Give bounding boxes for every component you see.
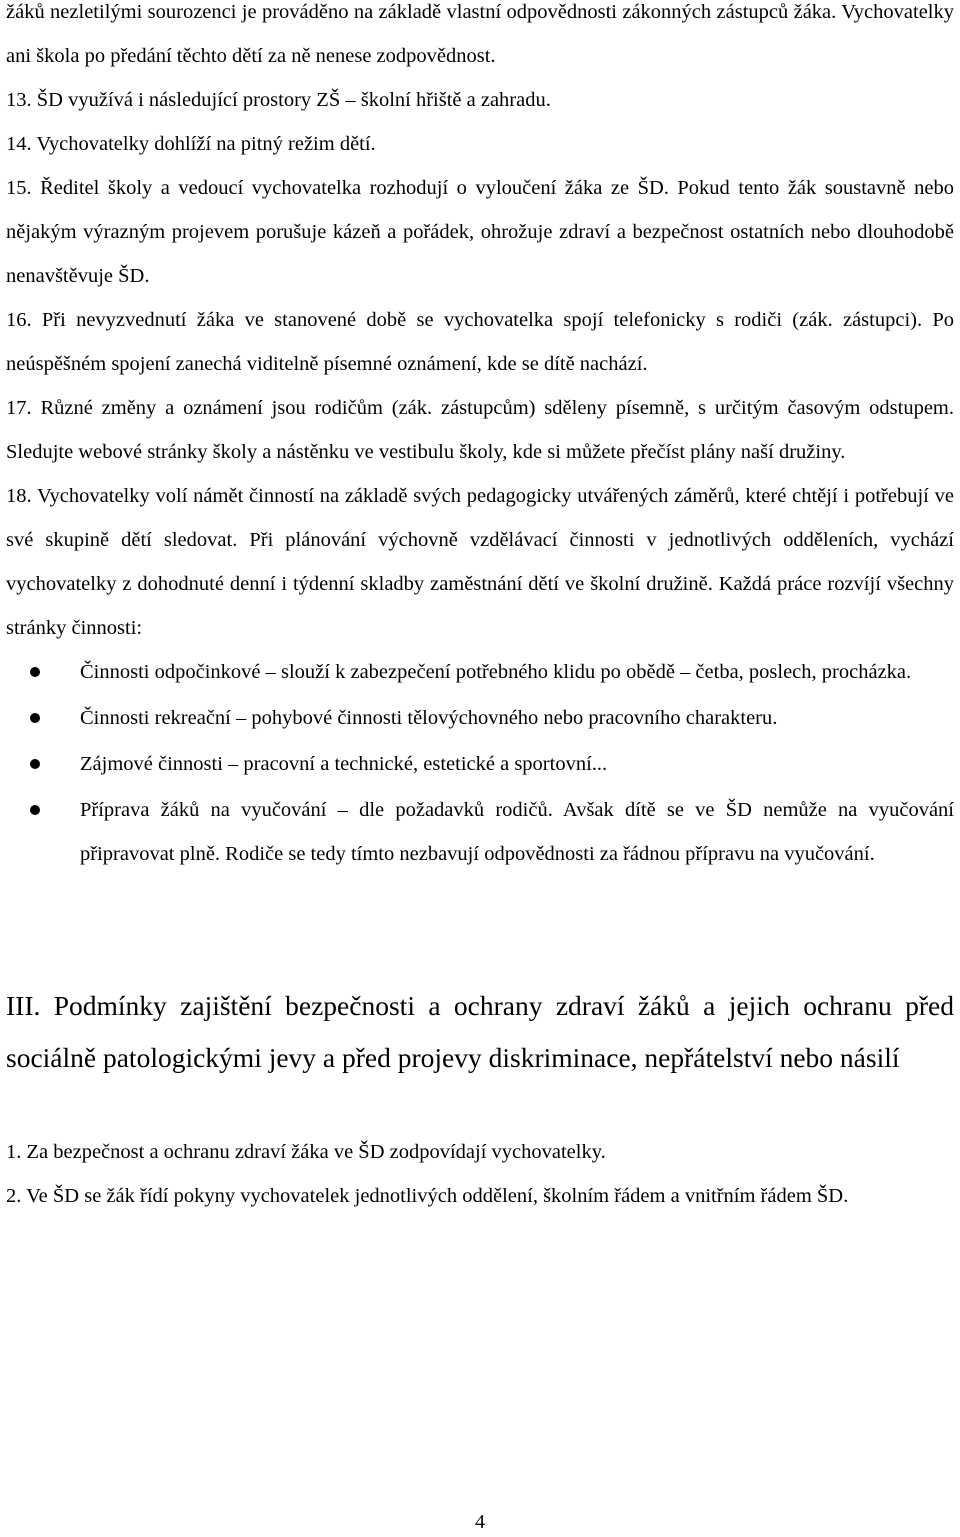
paragraph-15: 15. Ředitel školy a vedoucí vychovatelka rozhodují o vyloučení žáka ze ŠD. Pokud tento žák soustavně nebo nějakým výrazným projevem porušuje kázeň a pořádek, ohrožuje zdraví a bezpečnost ostatních nebo dlouhodobě nenavštěvuje ŠD. <box>6 177 954 287</box>
list-item <box>6 788 954 876</box>
paragraph-safety-1: 1. Za bezpečnost a ochranu zdraví žáka ve ŠD zodpovídají vychovatelky. <box>6 1141 606 1163</box>
paragraph-continuation: žáků nezletilými sourozenci je prováděno na základě vlastní odpovědnosti zákonných zástupců žáka. Vychovatelky ani škola po předání těchto dětí za ně nenese zodpovědnost. <box>6 1 954 67</box>
list-item-text: Příprava žáků na vyučování – dle požadavků rodičů. Avšak dítě se ve ŠD nemůže na vyučování připravovat plně. Rodiče se tedy tímto nezbavují odpovědnosti za řádnou přípravu na vyučování. <box>80 799 954 865</box>
list-item <box>6 742 954 786</box>
paragraph-safety-2: 2. Ve ŠD se žák řídí pokyny vychovatelek jednotlivých oddělení, školním řádem a vnitřním řádem ŠD. <box>6 1185 849 1207</box>
paragraph-14: 14. Vychovatelky dohlíží na pitný režim dětí. <box>6 133 376 155</box>
paragraph-16: 16. Při nevyzvednutí žáka ve stanovené době se vychovatelka spojí telefonicky s rodiči (zák. zástupci). Po neúspěšném spojení zanechá viditelně písemné oznámení, kde se dítě nachází. <box>6 309 954 375</box>
paragraph-13: 13. ŠD využívá i následující prostory ZŠ – školní hřiště a zahradu. <box>6 89 551 111</box>
document-page <box>6 0 954 1218</box>
bullet-icon <box>30 667 40 677</box>
bullet-icon <box>30 805 40 815</box>
section-heading: III. Podmínky zajištění bezpečnosti a ochrany zdraví žáků a jejich ochranu před sociálně patologickými jevy a před projevy diskriminace, nepřátelství nebo násilí <box>6 990 954 1073</box>
paragraph-17: 17. Různé změny a oznámení jsou rodičům (zák. zástupcům) sděleny písemně, s určitým časovým odstupem. Sledujte webové stránky školy a nástěnku ve vestibulu školy, kde si můžete přečíst plány naší družiny. <box>6 397 954 463</box>
bullet-icon <box>30 713 40 723</box>
list-item-text: Činnosti rekreační – pohybové činnosti tělovýchovného nebo pracovního charakteru. <box>80 707 778 729</box>
list-item-text: Činnosti odpočinkové – slouží k zabezpečení potřebného klidu po obědě – četba, poslech, procházka. <box>80 661 912 683</box>
list-item <box>6 650 954 694</box>
paragraph-18: 18. Vychovatelky volí námět činností na základě svých pedagogicky utvářených záměrů, které chtějí i potřebují ve své skupině dětí sledovat. Při plánování výchovně vzdělávací činnosti v jednotlivých odděleních, vychází vychovatelky z dohodnuté denní i týdenní skladby zaměstnání dětí ve školní družině. Každá práce rozvíjí všechny stránky činnosti: <box>6 485 954 639</box>
list-item-text: Zájmové činnosti – pracovní a technické, estetické a sportovní... <box>80 753 608 775</box>
list-item <box>6 696 954 740</box>
activity-list <box>6 650 954 876</box>
bullet-icon <box>30 759 40 769</box>
page-number: 4 <box>475 1511 485 1533</box>
